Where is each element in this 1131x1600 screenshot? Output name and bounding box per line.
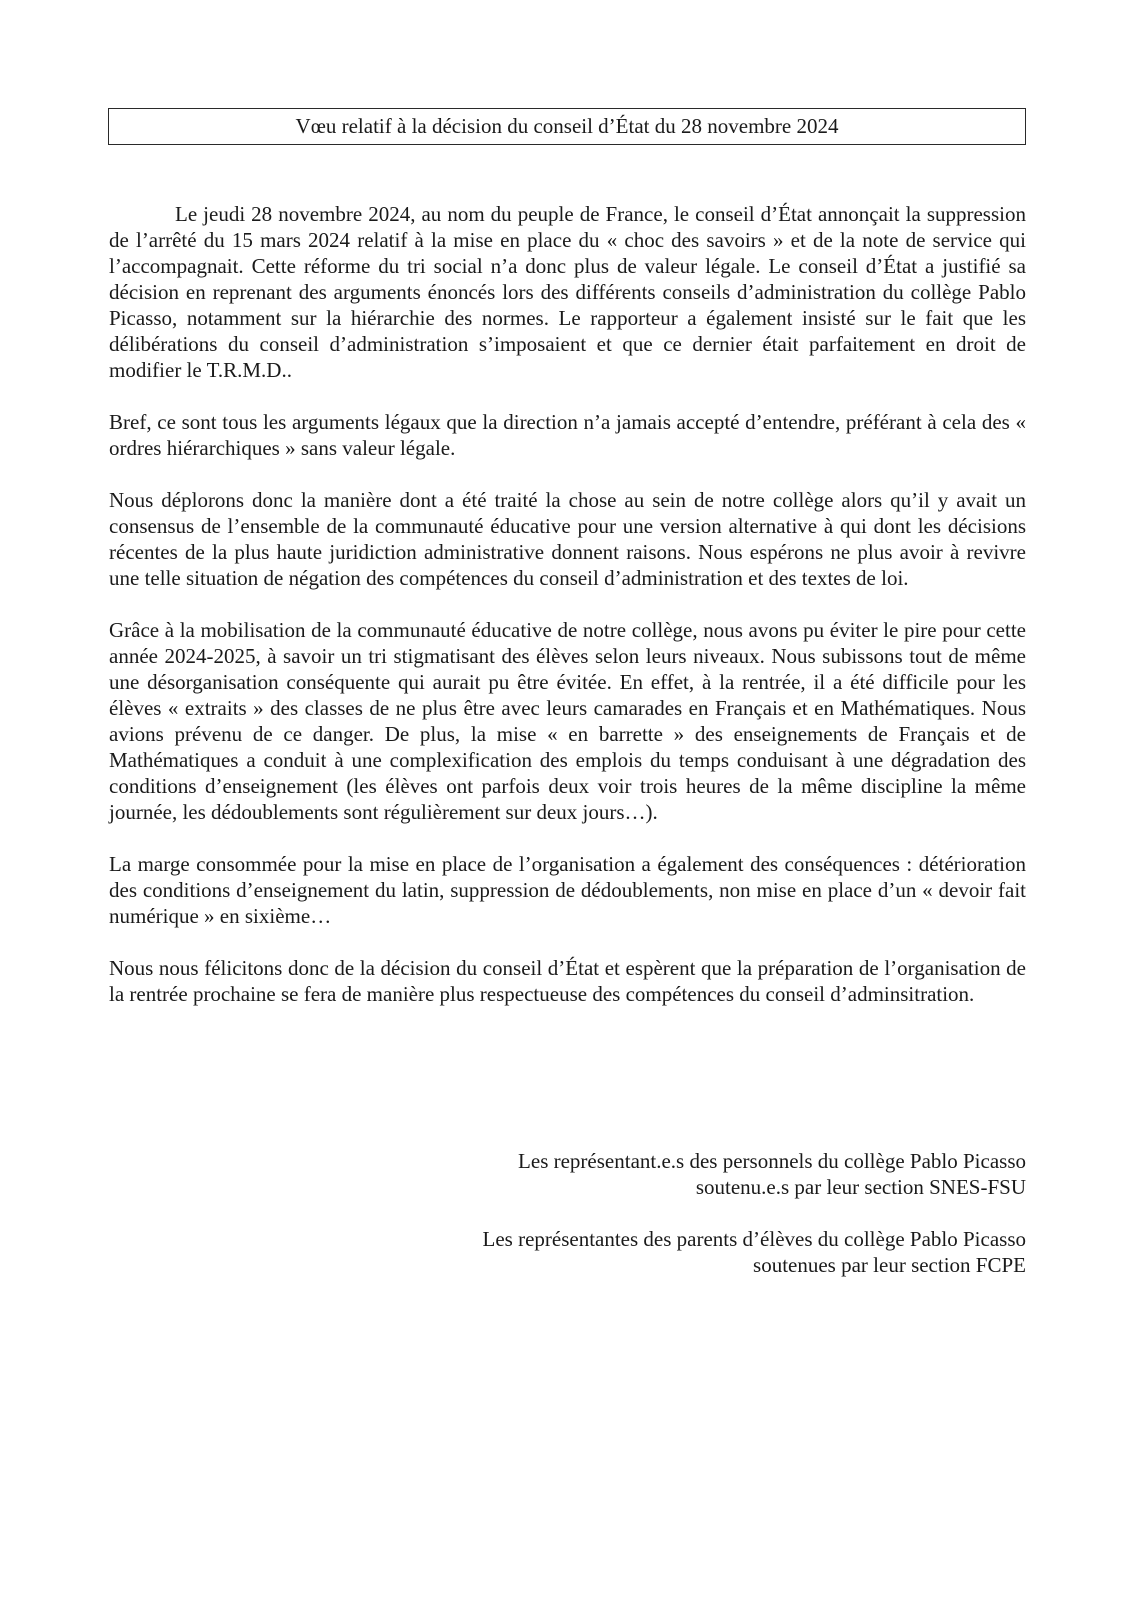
document-body xyxy=(109,201,1026,1033)
paragraph-regret: Nous déplorons donc la manière dont a été traité la chose au sein de notre collège alors qu’il y avait un consensus de l’ensemble de la communauté éducative pour une version alternative à qui dont les décisions récentes de la plus haute juridiction administrative donnent raisons. Nous espérons ne plus avoir à revivre une telle situation de négation des compétences du conseil d’administration et des textes de loi. xyxy=(109,488,1026,590)
paragraph-intro: Le jeudi 28 novembre 2024, au nom du peuple de France, le conseil d’État annonçait la suppression de l’arrêté du 15 mars 2024 relatif à la mise en place du « choc des savoirs » et de la note de service qui l’accompagnait. Cette réforme du tri social n’a donc plus de valeur légale. Le conseil d’État a justifié sa décision en reprenant des arguments énoncés lors des différents conseils d’administration du collège Pablo Picasso, notamment sur la hiérarchie des normes. Le rapporteur a également insisté sur le fait que les délibérations du conseil d’administration s’imposaient et que ce dernier était parfaitement en droit de modifier le T.R.M.D.. xyxy=(109,202,1026,382)
signature-personnels-line1: Les représentant.e.s des personnels du collège Pablo Picasso xyxy=(518,1149,1026,1173)
document-title-box xyxy=(108,108,1026,145)
paragraph-conclusion: Nous nous félicitons donc de la décision du conseil d’État et espèrent que la préparation de l’organisation de la rentrée prochaine se fera de manière plus respectueuse des compétences du conseil d’adminsitration. xyxy=(109,956,1026,1006)
signature-parents xyxy=(326,1226,1026,1278)
signature-personnels-line2: soutenu.e.s par leur section SNES-FSU xyxy=(695,1175,1026,1199)
signature-parents-line2: soutenues par leur section FCPE xyxy=(753,1253,1026,1277)
paragraph-marge: La marge consommée pour la mise en place de l’organisation a également des conséquences : détérioration des conditions d’enseignement du latin, suppression de dédoublements, non mise en place d’un « devoir fait numérique » en sixième… xyxy=(109,852,1026,928)
signature-personnels xyxy=(326,1148,1026,1200)
signatures xyxy=(326,1148,1026,1304)
paragraph-mobilisation: Grâce à la mobilisation de la communauté éducative de notre collège, nous avons pu éviter le pire pour cette année 2024-2025, à savoir un tri stigmatisant des élèves selon leurs niveaux. Nous subissons tout de même une désorganisation conséquente qui aurait pu être évitée. En effet, à la rentrée, il a été difficile pour les élèves « extraits » des classes de ne plus être avec leurs camarades en Français et en Mathématiques. Nous avions prévenu de ce danger. De plus, la mise « en barrette » des enseignements de Français et de Mathématiques a conduit à une complexification des emplois du temps conduisant à une dégradation des conditions d’enseignement (les élèves ont parfois deux voir trois heures de la même discipline la même journée, les dédoublements sont régulièrement sur deux jours…). xyxy=(109,618,1026,824)
document-title: Vœu relatif à la décision du conseil d’État du 28 novembre 2024 xyxy=(295,114,839,138)
paragraph-arguments: Bref, ce sont tous les arguments légaux que la direction n’a jamais accepté d’entendre, préférant à cela des « ordres hiérarchiques » sans valeur légale. xyxy=(109,410,1026,460)
signature-parents-line1: Les représentantes des parents d’élèves du collège Pablo Picasso xyxy=(482,1227,1026,1251)
